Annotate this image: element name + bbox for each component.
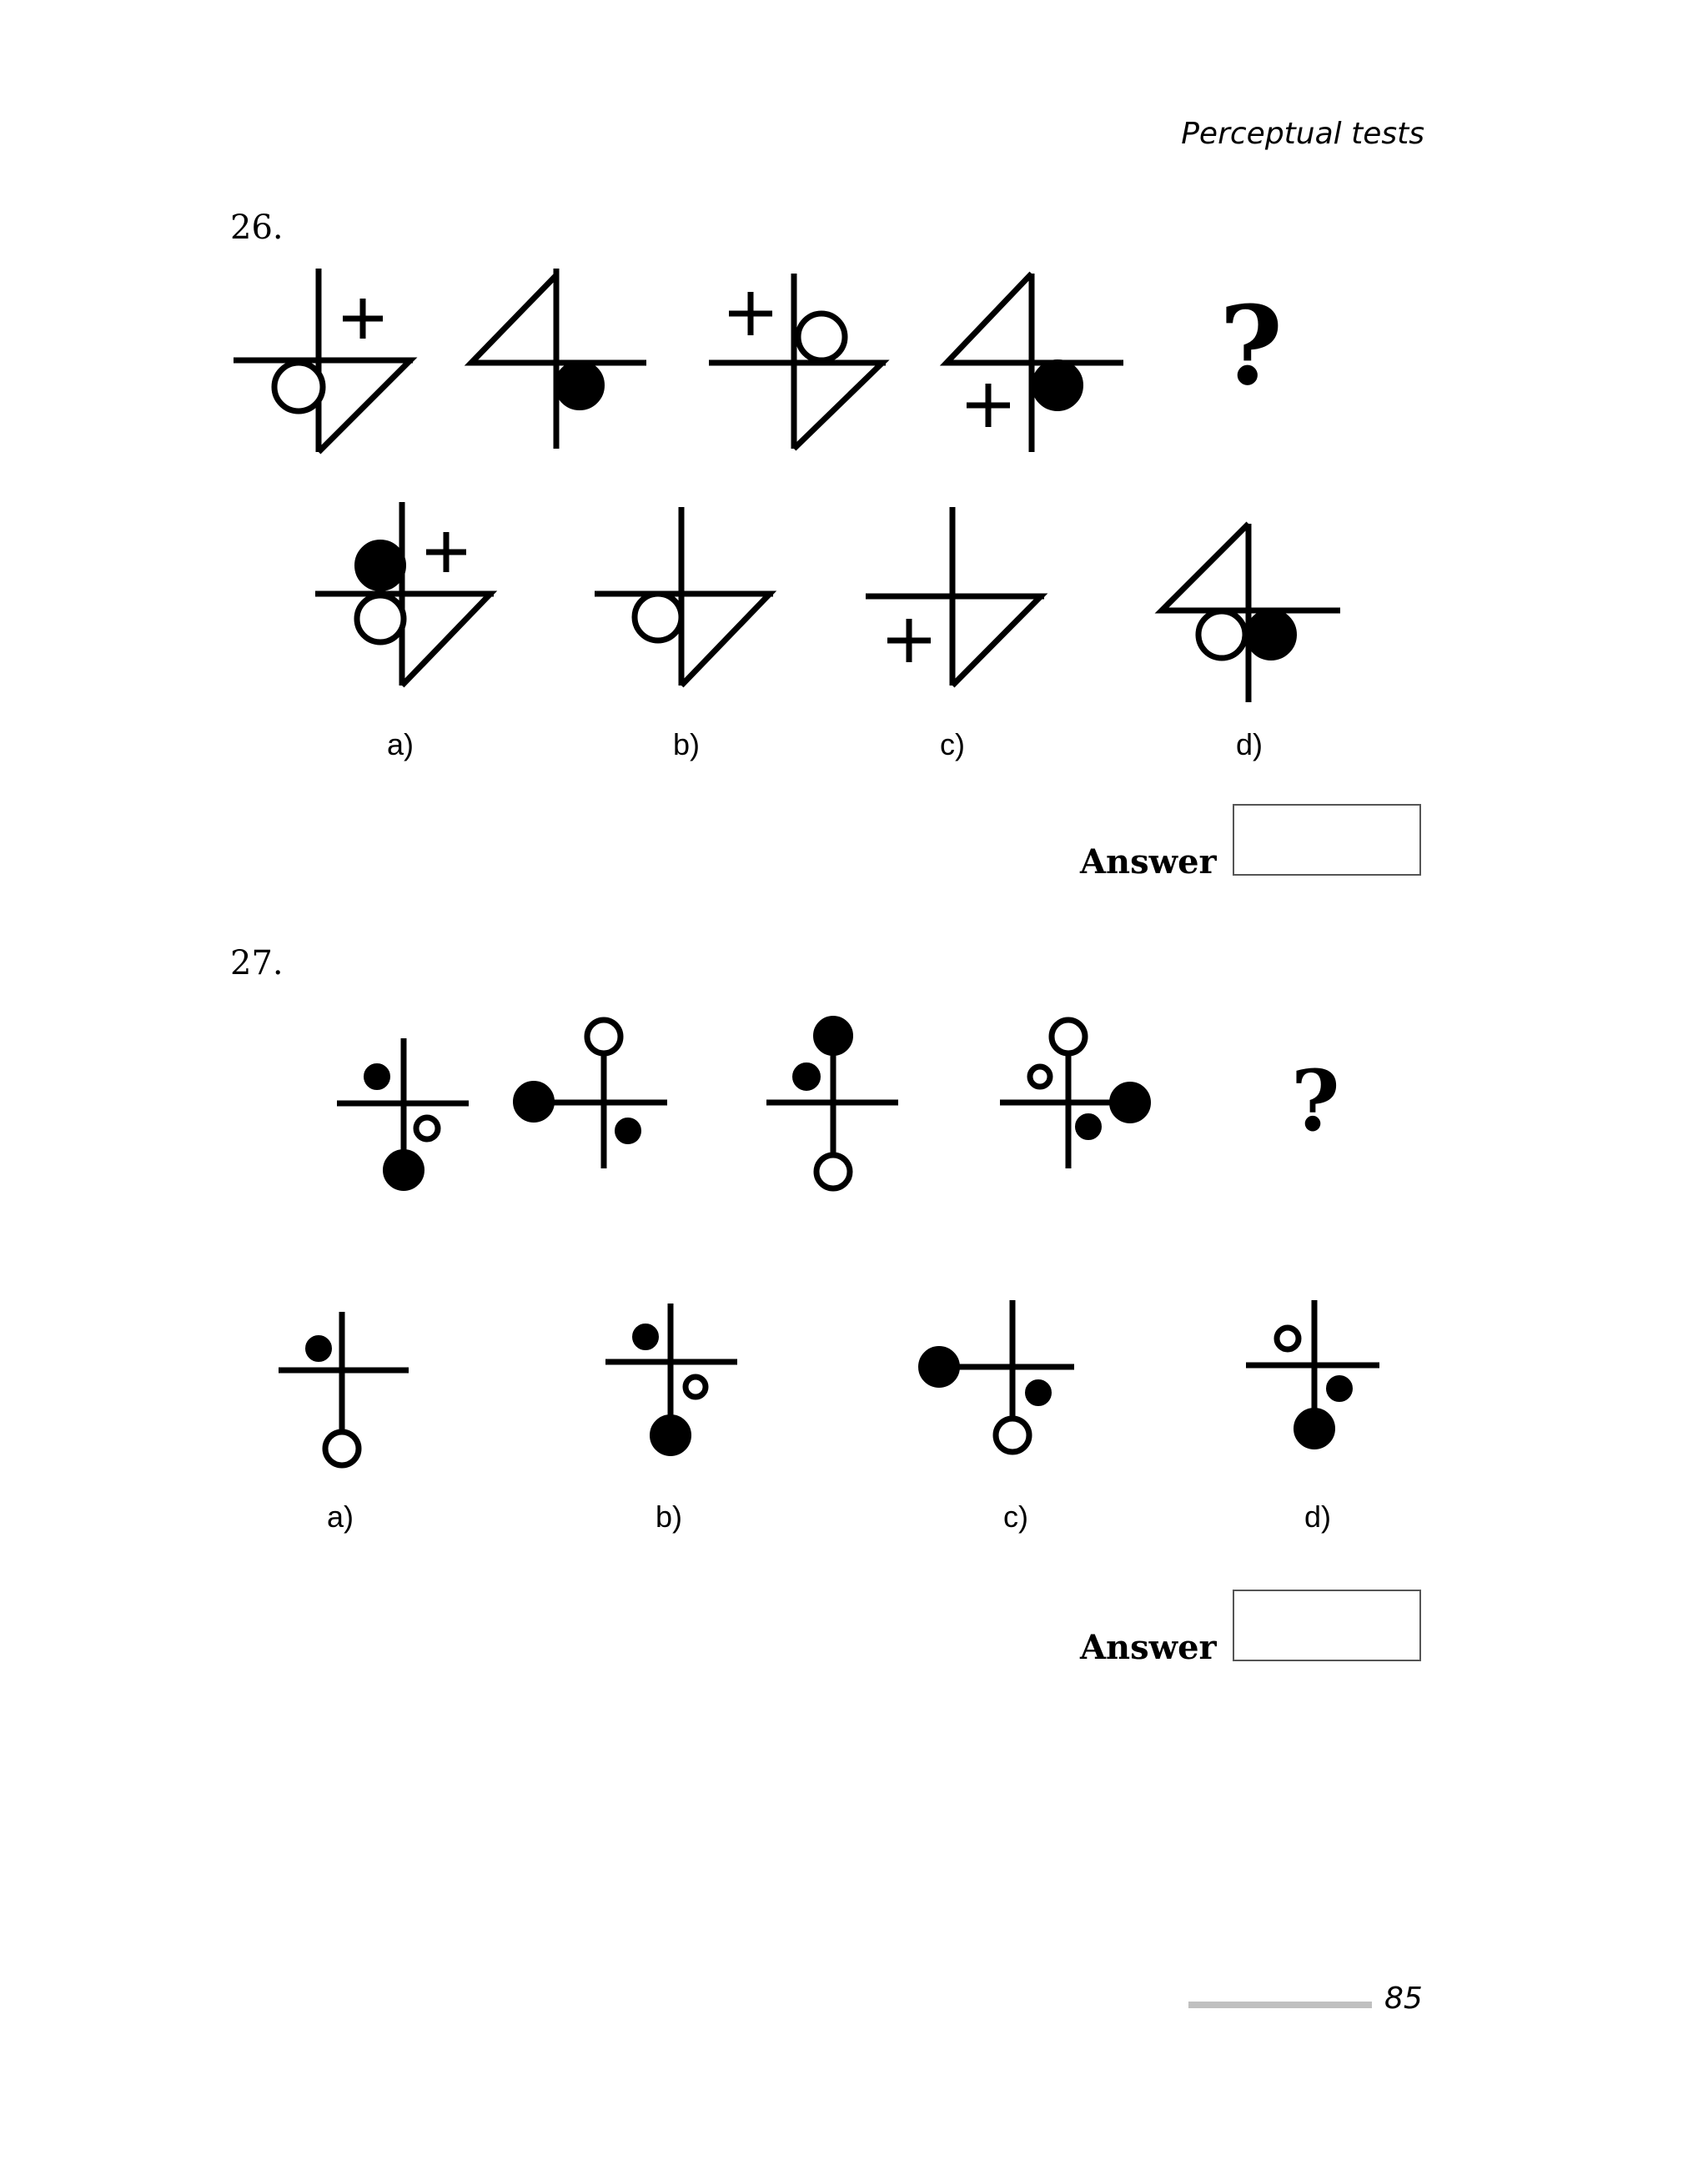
footer-rule (1188, 2002, 1372, 2008)
q27-option-b-label: b) (655, 1499, 682, 1534)
q27-answer-label: Answer (1080, 1628, 1217, 1667)
q26-option-b-label: b) (672, 727, 700, 761)
q27-sequence-figure-1 (334, 1030, 475, 1197)
q26-sequence-figure-1 (225, 267, 425, 459)
question-number-27: 27. (230, 944, 284, 982)
q27-option-a-label: a) (326, 1499, 354, 1534)
q27-option-c-figure (917, 1297, 1084, 1480)
q27-sequence-figure-2 (509, 1013, 676, 1180)
q26-sequence-figure-4 (938, 267, 1138, 459)
question-number-26: 26. (230, 208, 284, 247)
q26-option-c-figure (859, 500, 1059, 701)
q26-option-a-label: a) (386, 727, 414, 761)
q27-option-b-figure (602, 1297, 744, 1464)
q27-option-a-figure (275, 1305, 417, 1472)
q26-answer-box[interactable] (1233, 804, 1421, 876)
q26-question-mark: ? (1219, 282, 1284, 409)
q26-option-d-figure (1155, 517, 1355, 717)
q27-option-d-figure (1243, 1297, 1393, 1464)
q26-option-c-label: c) (940, 727, 965, 761)
q26-option-d-label: d) (1235, 727, 1263, 761)
q26-sequence-figure-3 (701, 267, 901, 459)
q26-answer-label: Answer (1080, 842, 1217, 882)
q27-sequence-figure-4 (997, 1013, 1163, 1180)
q27-answer-box[interactable] (1233, 1590, 1421, 1661)
q27-option-c-label: c) (1003, 1499, 1028, 1534)
page-number: 85 (1384, 1982, 1423, 2016)
q27-question-mark: ? (1291, 1052, 1340, 1150)
q27-option-d-label: d) (1304, 1499, 1331, 1534)
q26-option-b-figure (588, 500, 788, 701)
q26-option-a-figure (309, 500, 509, 701)
running-title: Perceptual tests (1181, 117, 1424, 151)
q26-sequence-figure-2 (463, 267, 663, 459)
q27-sequence-figure-3 (763, 1013, 905, 1197)
